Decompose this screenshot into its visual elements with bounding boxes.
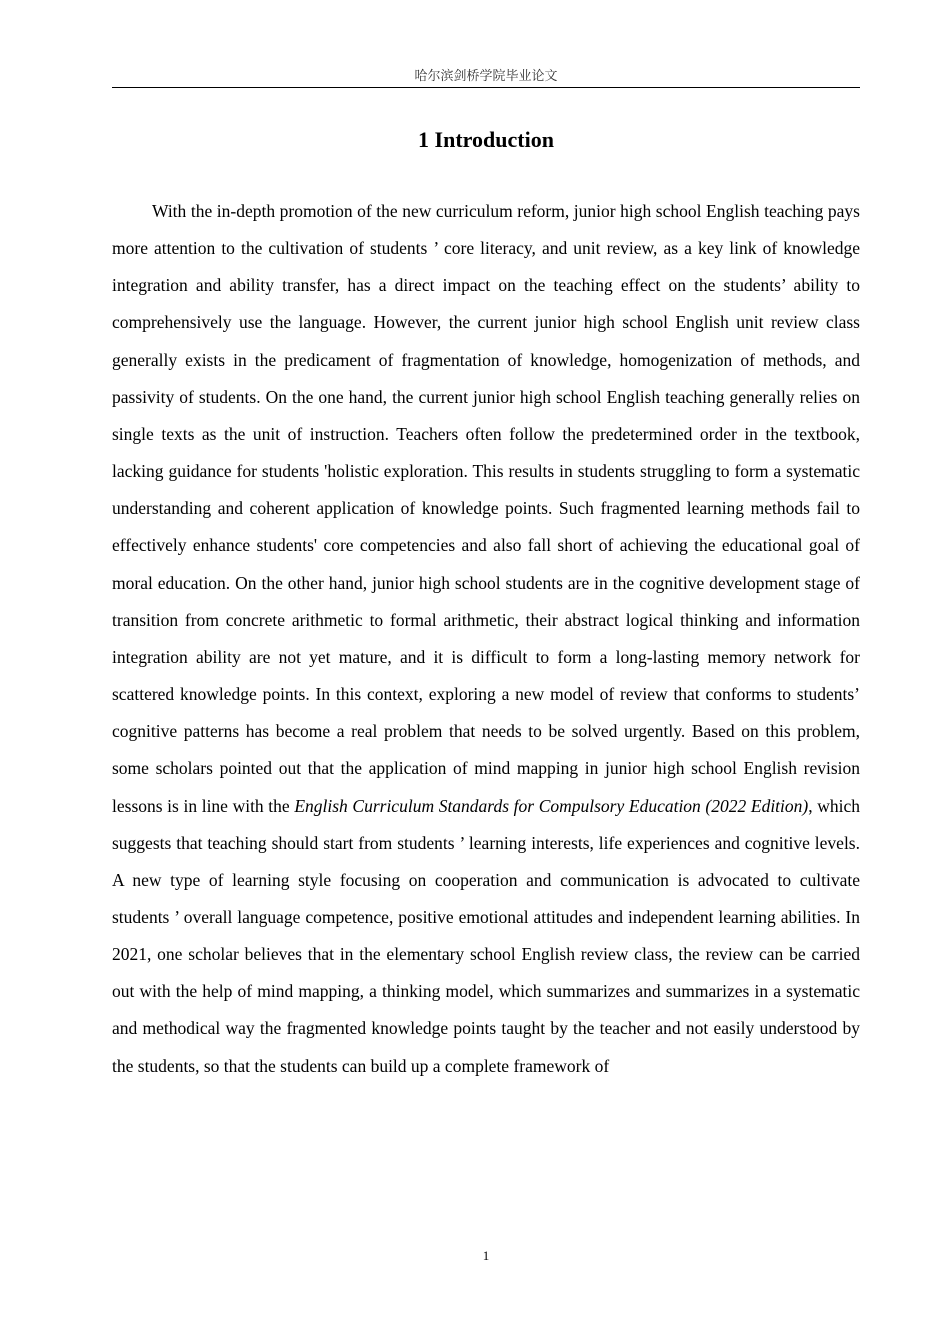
chapter-title: 1 Introduction [418, 127, 554, 152]
curriculum-standards-title: English Curriculum Standards for Compulsory Education (2022 Edition) [294, 795, 809, 816]
paragraph-text-part1: With the in-depth promotion of the new curriculum reform, junior high school English teaching pays more attention to the cultivation of students ’ core literacy, and unit review, as a key link of knowledge integration and ability transfer, has a direct impact on the teaching effect on the students’ ability to comprehensively use the language. However, the current junior high school English unit review class generally exists in the predicament of fragmentation of knowledge, homogenization of methods, and passivity of students. On the one hand, the current junior high school English teaching generally relies on single texts as the unit of instruction. Teachers often follow the predetermined order in the textbook, lacking guidance for students 'holistic exploration. This results in students struggling to form a systematic understanding and coherent application of knowledge points. Such fragmented learning methods fail to effectively enhance students' core competencies and also fall short of achieving the educational goal of moral education. On the other hand, junior high school students are in the cognitive development stage of transition from concrete arithmetic to formal arithmetic, their abstract logical thinking and information integration ability are not yet mature, and it is difficult to form a long-lasting memory network for scattered knowledge points. In this context, exploring a new model of review that conforms to students’ cognitive patterns has become a real problem that needs to be solved urgently. Based on this problem, some scholars pointed out that the application of mind mapping in junior high school English revision lessons is in line with the [112, 201, 860, 816]
paragraph-text-part2: , which suggests that teaching should start from students ’ learning interests, life experiences and cognitive levels. A new type of learning style focusing on cooperation and communication is advocated to cultivate students ’ overall language competence, positive emotional attitudes and independent learning abilities. In 2021, one scholar believes that in the elementary school English review class, the review can be carried out with the help of mind mapping, a thinking model, which summarizes and summarizes in a systematic and methodical way the fragmented knowledge points taught by the teacher and not easily understood by the students, so that the students can build up a complete framework of [112, 795, 860, 1076]
page-number: 1 [482, 1248, 490, 1263]
header-rule [112, 87, 860, 88]
running-header: 哈尔滨剑桥学院毕业论文 [414, 68, 558, 83]
body-paragraph [112, 193, 860, 1085]
